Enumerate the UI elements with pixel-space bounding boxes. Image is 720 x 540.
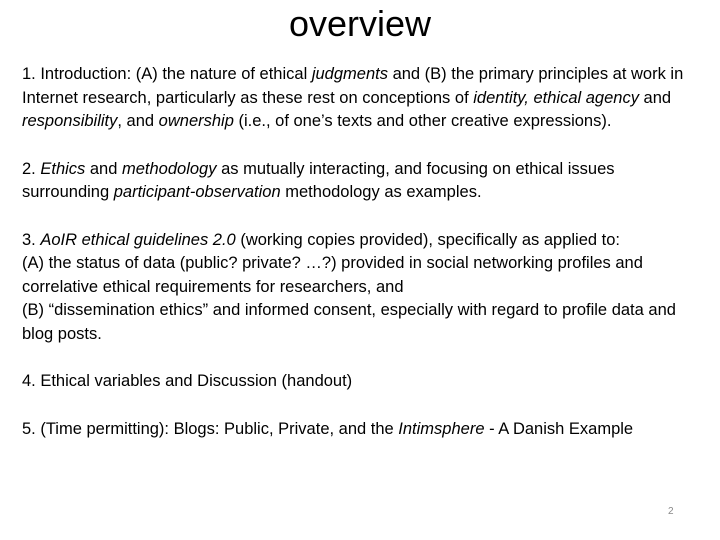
text-run: (i.e., of one’s texts and other creative expressions). [233,112,612,130]
item-text [22,63,698,134]
text-run: 2. [22,159,41,178]
text-run-italic: responsibility [22,112,118,130]
text-run: (B) “dissemination ethics” and informed consent, especially with regard to profile data and blog posts. [22,301,676,343]
overview-item-3 [22,229,698,347]
text-run-italic: ownership [158,112,234,130]
text-run: methodology as examples. [280,183,482,201]
text-run: and [85,159,122,178]
overview-item-1 [22,63,698,134]
text-run-italic: Ethics [40,159,86,178]
item-text [22,418,698,442]
overview-list [22,63,698,465]
item-subpoint-b [22,299,698,346]
text-run-italic: participant-observation [113,183,281,201]
slide-title: overview [288,3,432,44]
text-run-italic: judgments [311,65,388,83]
item-subpoint-a [22,252,698,299]
text-run: and (B) the primary principles at work in Internet research, particularly as these rest on conceptions of [22,65,684,107]
text-run: (working copies provided), specifically as applied to: [235,230,621,249]
item-text [22,370,698,394]
text-run: and [638,88,672,107]
text-run-italic: methodology [122,159,217,178]
text-run: , and [117,112,159,130]
item-text [22,229,698,253]
text-run: 3. [22,230,41,249]
text-run-italic: Intimsphere [398,419,485,438]
item-text [22,158,698,205]
overview-item-4 [22,370,698,394]
overview-item-2 [22,158,698,205]
overview-item-5 [22,418,698,442]
text-run: - A Danish Example [484,419,634,438]
text-run-italic: identity, ethical agency [473,88,639,107]
text-run: 1. Introduction: (A) the nature of ethical [22,65,312,83]
text-run: 5. (Time permitting): Blogs: Public, Private, and the [22,419,399,438]
text-run: (A) the status of data (public? private? …?) provided in social networking profiles and correlative ethical requirements for researchers, and [22,254,643,296]
text-run: 4. Ethical variables and Discussion (handout) [22,372,353,390]
text-run-italic: AoIR ethical guidelines 2.0 [40,230,236,249]
text-run: as mutually interacting, and focusing on ethical issues surrounding [22,159,615,201]
slide-number: 2 [668,506,674,517]
